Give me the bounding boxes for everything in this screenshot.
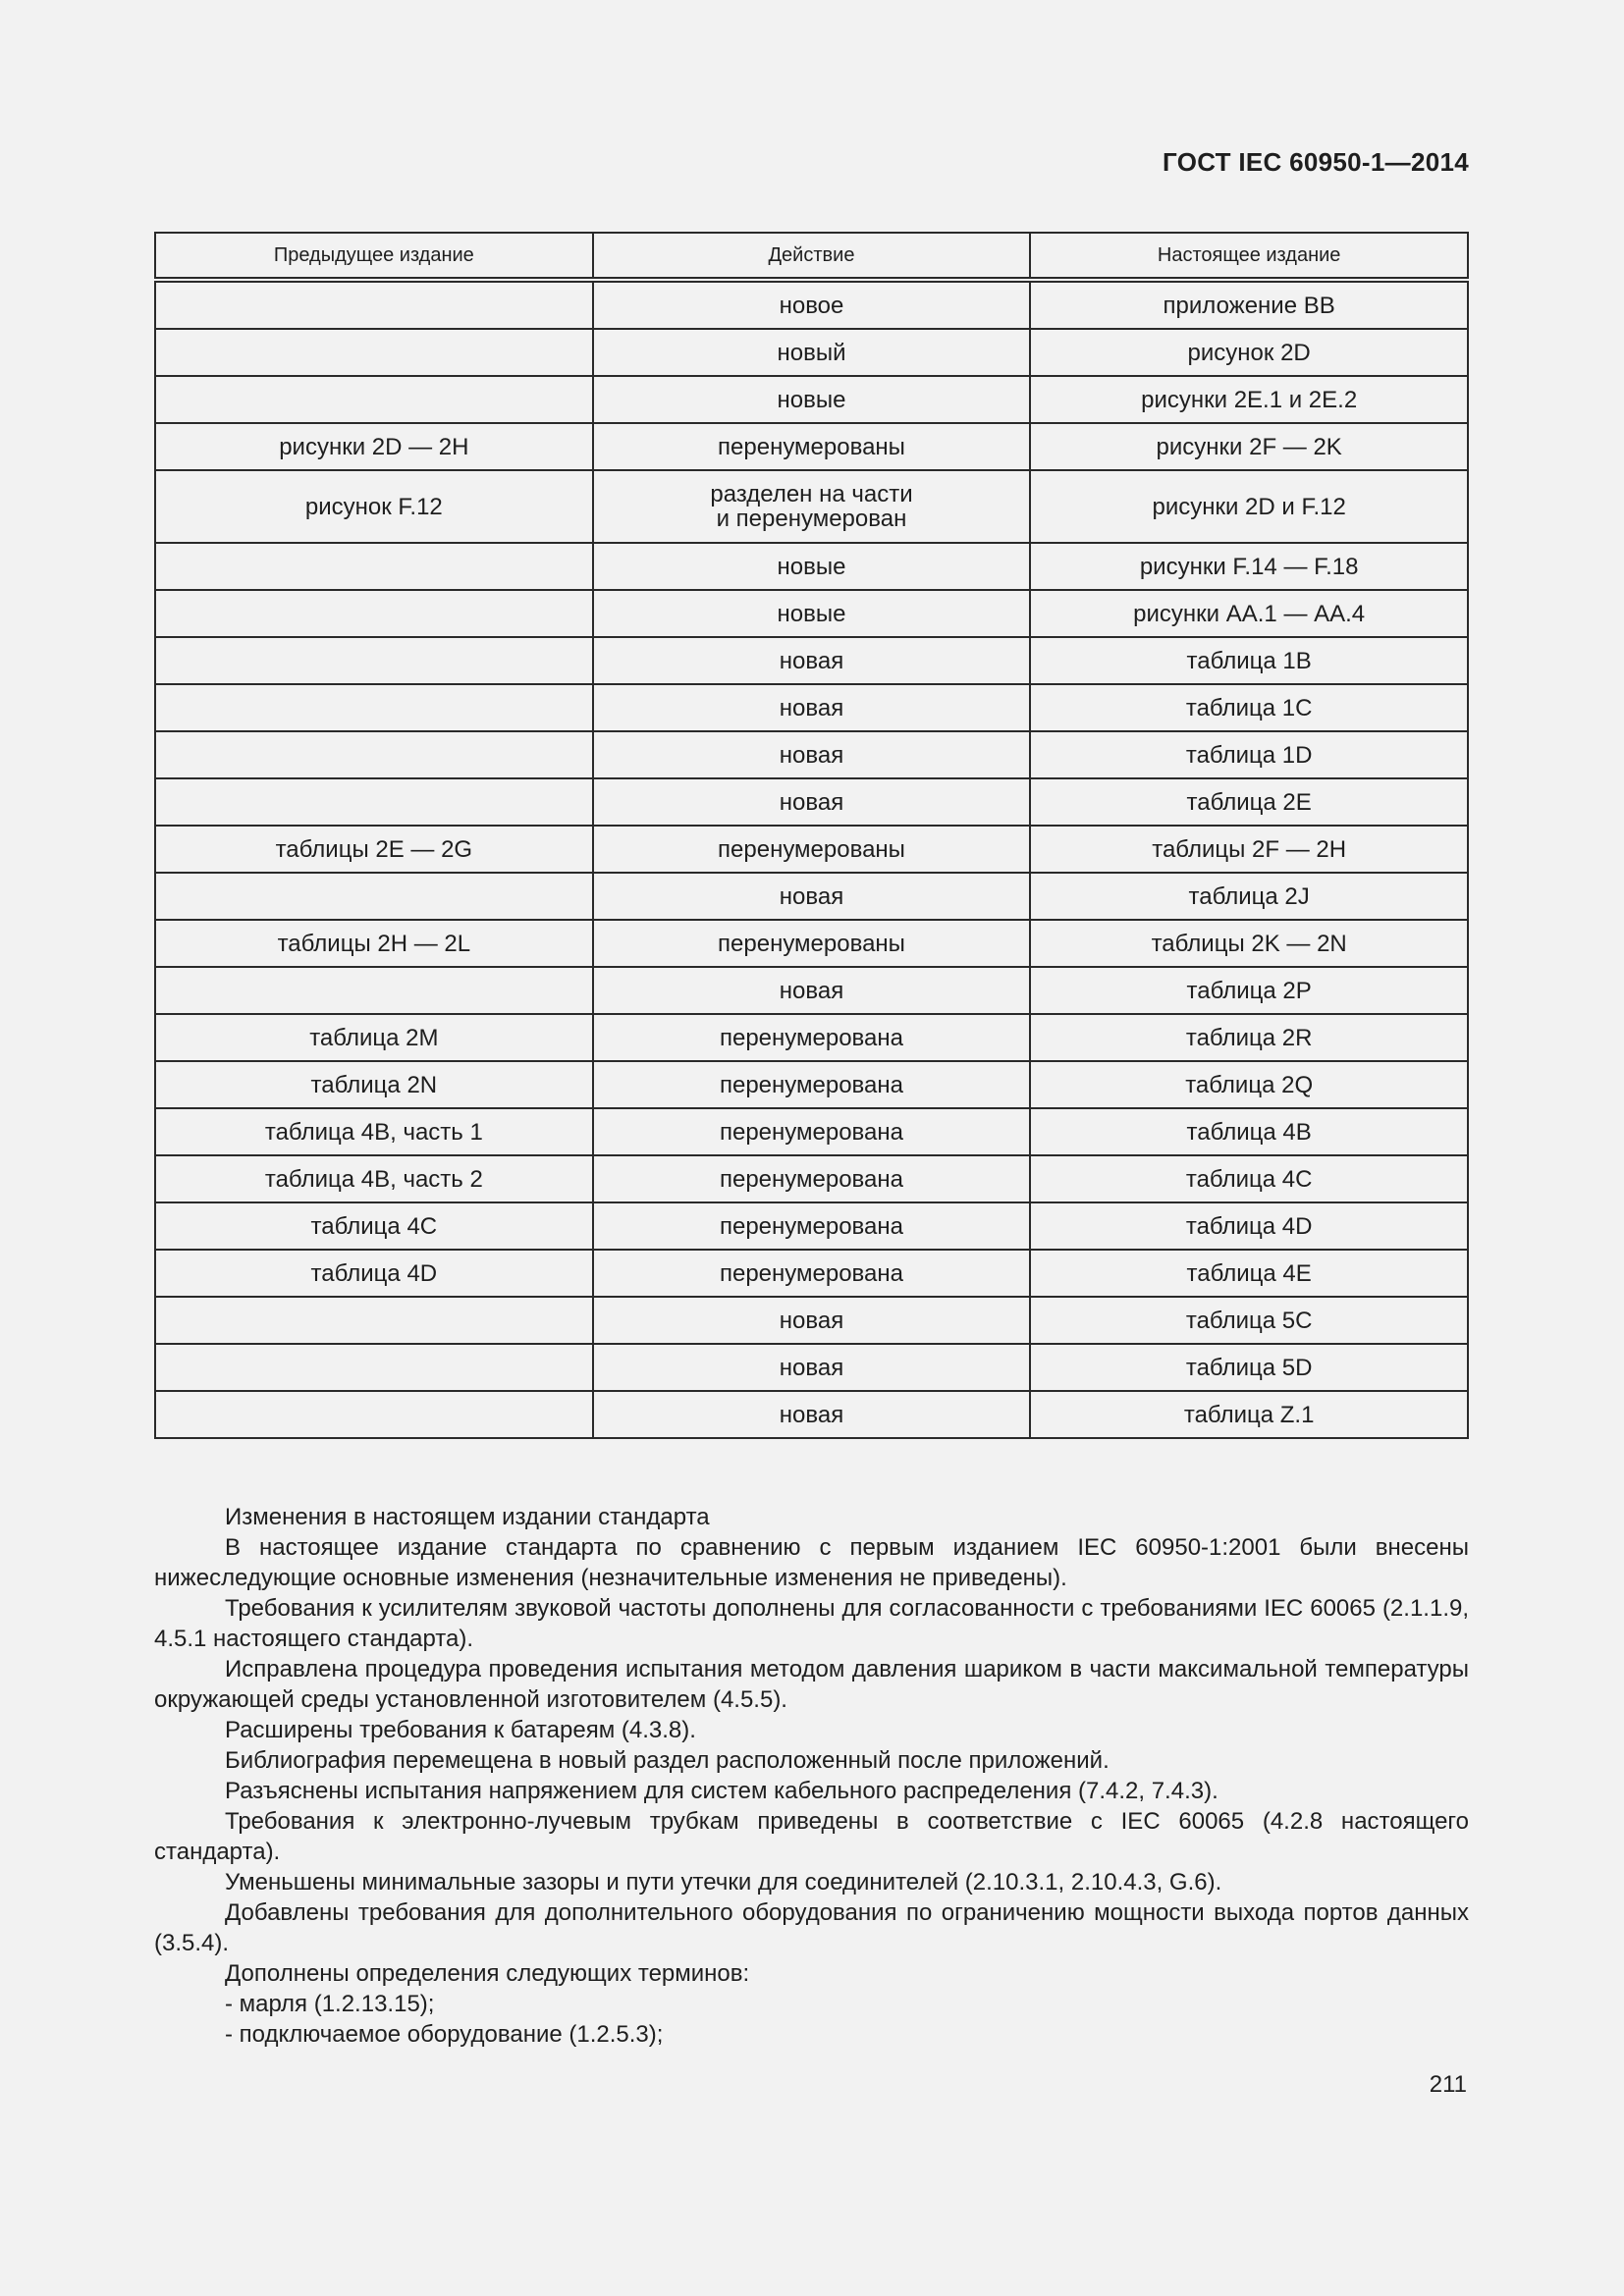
table-row (155, 1297, 1468, 1344)
cell-action: перенумерованы (593, 423, 1031, 470)
table-row (155, 1014, 1468, 1061)
table-row (155, 684, 1468, 731)
cell-current-edition: таблица Z.1 (1030, 1391, 1468, 1438)
paragraph: Исправлена процедура проведения испытания методом давления шариком в части максимальной температуры окружающей среды установленной изготовителем (4.5.5). (154, 1656, 1469, 1713)
cell-action: новая (593, 1344, 1031, 1391)
cell-action: перенумерована (593, 1250, 1031, 1297)
cell-previous-edition: таблица 4В, часть 2 (155, 1155, 593, 1202)
cell-current-edition: таблица 4D (1030, 1202, 1468, 1250)
table-row (155, 1155, 1468, 1202)
cell-current-edition: рисунки F.14 — F.18 (1030, 543, 1468, 590)
paragraph: Библиография перемещена в новый раздел расположенный после приложений. (225, 1747, 1110, 1774)
table-row (155, 731, 1468, 778)
cell-previous-edition: таблица 4В, часть 1 (155, 1108, 593, 1155)
cell-action: новые (593, 590, 1031, 637)
cell-action: новые (593, 543, 1031, 590)
cell-previous-edition (155, 376, 593, 423)
table-row (155, 376, 1468, 423)
cell-current-edition: рисунки 2F — 2K (1030, 423, 1468, 470)
cell-action: новая (593, 778, 1031, 826)
cell-previous-edition (155, 1297, 593, 1344)
cell-previous-edition: рисунок F.12 (155, 470, 593, 543)
cell-action: новый (593, 329, 1031, 376)
cell-action: новые (593, 376, 1031, 423)
cell-current-edition: рисунки 2D и F.12 (1030, 470, 1468, 543)
table-row (155, 1391, 1468, 1438)
cell-previous-edition: таблицы 2Е — 2G (155, 826, 593, 873)
cell-current-edition: таблица 4В (1030, 1108, 1468, 1155)
table-row (155, 543, 1468, 590)
paragraph: Расширены требования к батареям (4.3.8). (225, 1717, 696, 1743)
table-row (155, 778, 1468, 826)
header-row (155, 233, 1468, 280)
cell-current-edition: таблица 5D (1030, 1344, 1468, 1391)
table-row (155, 280, 1468, 329)
table-row (155, 329, 1468, 376)
cell-previous-edition (155, 590, 593, 637)
paragraph-list (154, 1502, 1469, 1989)
cell-previous-edition (155, 329, 593, 376)
paragraph: Требования к электронно-лучевым трубкам приведены в соответствие с IEC 60065 (4.2.8 настоящего стандарта). (154, 1808, 1469, 1865)
cell-previous-edition: таблицы 2H — 2L (155, 920, 593, 967)
column-previous-edition: Предыдущее издание (155, 233, 593, 280)
table-row (155, 826, 1468, 873)
cell-previous-edition (155, 1344, 593, 1391)
cell-previous-edition (155, 280, 593, 329)
cell-action: новая (593, 1391, 1031, 1438)
cell-current-edition: таблицы 2K — 2N (1030, 920, 1468, 967)
cell-action: новая (593, 967, 1031, 1014)
cell-action: перенумерованы (593, 826, 1031, 873)
cell-action: новое (593, 280, 1031, 329)
changes-table (154, 232, 1469, 1439)
cell-current-edition: рисунки АА.1 — АА.4 (1030, 590, 1468, 637)
cell-previous-edition: таблица 2N (155, 1061, 593, 1108)
column-action: Действие (593, 233, 1031, 280)
section-heading: Изменения в настоящем издании стандарта (225, 1504, 710, 1530)
cell-previous-edition (155, 967, 593, 1014)
cell-current-edition: рисунки 2Е.1 и 2Е.2 (1030, 376, 1468, 423)
table-row (155, 1108, 1468, 1155)
cell-current-edition: таблица 4С (1030, 1155, 1468, 1202)
table-row (155, 967, 1468, 1014)
table-row (155, 423, 1468, 470)
table-body (155, 280, 1468, 1438)
cell-current-edition: таблица 4Е (1030, 1250, 1468, 1297)
table-row (155, 873, 1468, 920)
table-row (155, 1202, 1468, 1250)
column-current-edition: Настоящее издание (1030, 233, 1468, 280)
cell-action: разделен на части и перенумерован (593, 470, 1031, 543)
cell-action: перенумерована (593, 1202, 1031, 1250)
cell-current-edition: таблица 1В (1030, 637, 1468, 684)
cell-action: перенумерована (593, 1155, 1031, 1202)
cell-previous-edition (155, 543, 593, 590)
cell-current-edition: таблица 1D (1030, 731, 1468, 778)
paragraph: Разъяснены испытания напряжением для систем кабельного распределения (7.4.2, 7.4.3). (225, 1778, 1218, 1804)
cell-current-edition: таблица 2Q (1030, 1061, 1468, 1108)
cell-previous-edition: таблица 4D (155, 1250, 593, 1297)
table-row (155, 470, 1468, 543)
cell-current-edition: таблица 2Е (1030, 778, 1468, 826)
document-header: ГОСТ IEC 60950-1—2014 (1163, 147, 1469, 177)
cell-action: новая (593, 731, 1031, 778)
paragraph: Дополнены определения следующих терминов: (225, 1960, 750, 1987)
table-header (155, 233, 1468, 280)
page-number: 211 (1429, 2071, 1467, 2098)
cell-action: новая (593, 637, 1031, 684)
table-row (155, 1250, 1468, 1297)
cell-previous-edition: таблица 2М (155, 1014, 593, 1061)
table-row (155, 590, 1468, 637)
cell-previous-edition: таблица 4С (155, 1202, 593, 1250)
cell-current-edition: таблицы 2F — 2H (1030, 826, 1468, 873)
cell-current-edition: рисунок 2D (1030, 329, 1468, 376)
cell-action: перенумерована (593, 1014, 1031, 1061)
list-item: - подключаемое оборудование (1.2.5.3); (225, 2021, 664, 2048)
cell-current-edition: таблица 2R (1030, 1014, 1468, 1061)
term-list (154, 1989, 1469, 2050)
table-row (155, 920, 1468, 967)
cell-action: новая (593, 1297, 1031, 1344)
table-row (155, 637, 1468, 684)
cell-current-edition: таблица 1С (1030, 684, 1468, 731)
cell-previous-edition (155, 684, 593, 731)
body-text (154, 1502, 1469, 2050)
cell-previous-edition (155, 1391, 593, 1438)
cell-previous-edition (155, 873, 593, 920)
cell-action: новая (593, 684, 1031, 731)
list-item: - марля (1.2.13.15); (225, 1991, 435, 2017)
paragraph: Уменьшены минимальные зазоры и пути утечки для соединителей (2.10.3.1, 2.10.4.3, G.6). (225, 1869, 1222, 1896)
cell-current-edition: приложение ВВ (1030, 280, 1468, 329)
cell-previous-edition (155, 637, 593, 684)
cell-action: перенумерована (593, 1108, 1031, 1155)
paragraph: В настоящее издание стандарта по сравнению с первым изданием IEC 60950-1:2001 были внесены нижеследующие основные изменения (незначительные изменения не приведены). (154, 1534, 1469, 1591)
table-row (155, 1061, 1468, 1108)
cell-previous-edition: рисунки 2D — 2H (155, 423, 593, 470)
cell-current-edition: таблица 5С (1030, 1297, 1468, 1344)
cell-current-edition: таблица 2J (1030, 873, 1468, 920)
cell-action: перенумерованы (593, 920, 1031, 967)
cell-previous-edition (155, 778, 593, 826)
paragraph: Добавлены требования для дополнительного оборудования по ограничению мощности выхода портов данных (3.5.4). (154, 1899, 1469, 1956)
cell-current-edition: таблица 2Р (1030, 967, 1468, 1014)
table-row (155, 1344, 1468, 1391)
cell-action: новая (593, 873, 1031, 920)
paragraph: Требования к усилителям звуковой частоты дополнены для согласованности с требованиями IEC 60065 (2.1.1.9, 4.5.1 настоящего стандарта). (154, 1595, 1469, 1652)
cell-previous-edition (155, 731, 593, 778)
cell-action: перенумерована (593, 1061, 1031, 1108)
